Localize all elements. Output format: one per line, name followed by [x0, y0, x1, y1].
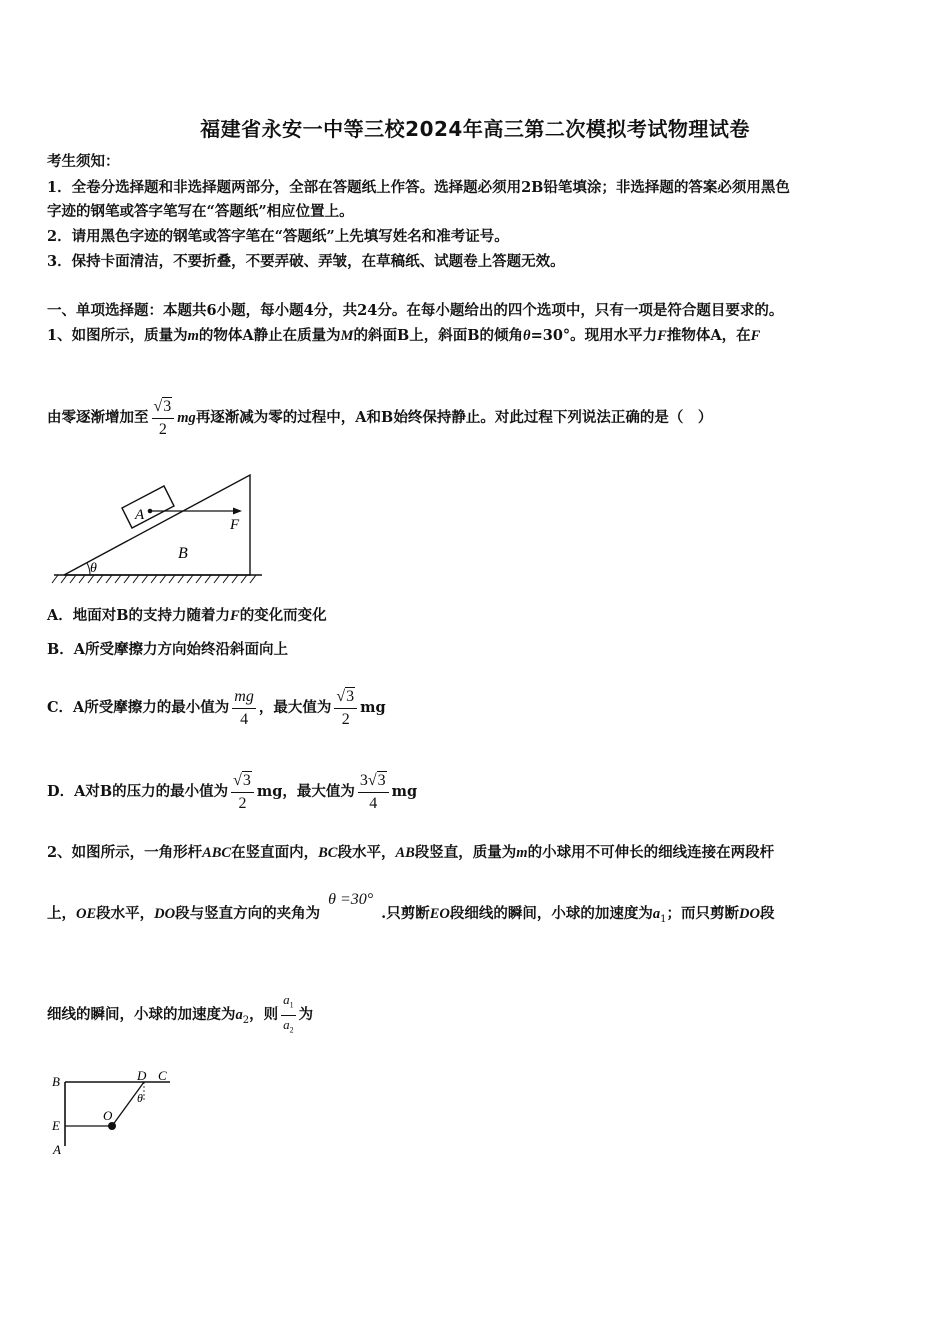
- q1-option-b: B．A所受摩擦力方向始终沿斜面向上: [47, 641, 289, 658]
- q2-label-theta: θ: [137, 1091, 143, 1105]
- q1-option-c-fraction-min: $\frac{mg}{4}$: [234, 687, 254, 728]
- q1-text: 再逐渐减为零的过程中，A和B始终保持静止。对此过程下列说法正确的是（ ）: [195, 409, 713, 426]
- q1-incline-figure: [50, 470, 270, 585]
- q2-label-E: E: [52, 1118, 60, 1133]
- q1-text: 的斜面B上，斜面B的倾角: [353, 327, 524, 344]
- q2-label-C: C: [158, 1068, 167, 1083]
- q2-label-A: A: [53, 1142, 61, 1157]
- q1-var-m: m: [187, 328, 199, 344]
- q1-option-c: C．A所受摩擦力的最小值为 $\frac{mg}{4}$ ，最大值为 $\frac{√3}{2}$ mg: [47, 687, 386, 728]
- q1-text: =30°。现用水平力: [530, 327, 658, 344]
- q2-theta-equation: θ =30°: [328, 891, 374, 908]
- q1-text: 推物体A，在: [666, 327, 751, 344]
- q1-text: 由零逐渐增加至: [47, 409, 149, 426]
- q1-fraction: $\frac{√3}{2}$: [152, 398, 175, 439]
- q1-option-c-fraction-max: $\frac{√3}{2}$: [334, 688, 357, 729]
- q2-rod-figure: [48, 1066, 178, 1158]
- q2-stem-line3: 细线的瞬间，小球的加速度为$a_2$，则 $\frac{a_1}{a_2}$ 为: [47, 985, 313, 1051]
- section-heading: 一、单项选择题：本题共6小题，每小题4分，共24分。在每小题给出的四个选项中，只有一项是符合题目要求的。: [47, 302, 784, 319]
- q1-var-F: F: [750, 328, 761, 344]
- q1-label-theta: θ: [90, 561, 97, 576]
- q1-option-d: D．A对B的压力的最小值为 $\frac{√3}{2}$ mg，最大值为 $\frac{3√3}{4}$ mg: [47, 771, 418, 812]
- q2-fraction: $\frac{a_1}{a_2}$: [283, 991, 294, 1035]
- q1-var-F: F: [657, 328, 667, 344]
- q2-stem-line1: 2、如图所示，一角形杆ABC在竖直面内，BC段水平，AB段竖直，质量为m的小球用不可伸长的细线连接在两段杆: [47, 844, 775, 861]
- notice-heading: 考生须知：: [47, 153, 120, 170]
- q1-var-M: M: [340, 328, 354, 344]
- q1-label-A: A: [135, 507, 145, 523]
- notice-item-1: 1．全卷分选择题和非选择题两部分，全部在答题纸上作答。选择题必须用2B铅笔填涂；非选择题的答案必须用黑色: [47, 179, 790, 196]
- q2-label-O: O: [103, 1108, 113, 1123]
- q1-option-d-fraction-max: $\frac{3√3}{4}$: [358, 772, 389, 813]
- q1-stem-line2: [47, 388, 712, 448]
- q1-text: 1、如图所示，质量为: [47, 327, 188, 344]
- q2-label-D: D: [137, 1068, 147, 1083]
- q1-option-d-fraction-min: $\frac{√3}{2}$: [231, 772, 254, 813]
- notice-item-2: 2．请用黑色字迹的钢笔或答字笔在“答题纸”上先填写姓名和准考证号。: [47, 228, 509, 245]
- q1-var-theta: θ: [523, 328, 531, 344]
- notice-item-3: 3．保持卡面清洁，不要折叠，不要弄破、弄皱，在草稿纸、试题卷上答题无效。: [47, 253, 565, 270]
- q1-stem-line1: [47, 326, 760, 346]
- q2-label-B: B: [52, 1074, 60, 1089]
- q1-text: 的物体A静止在质量为: [198, 327, 341, 344]
- q1-option-a: A．地面对B的支持力随着力F的变化而变化: [47, 607, 327, 624]
- q1-label-B: B: [178, 545, 188, 562]
- q1-label-F: F: [230, 517, 240, 533]
- page-title: 福建省永安一中等三校2024年高三第二次模拟考试物理试卷: [200, 117, 750, 141]
- q2-stem-line2: 上，OE段水平，DO段与竖直方向的夹角为θ =30°.只剪断EO段细线的瞬间，小球的加速度为$a_1$；而只剪断DO段: [47, 900, 774, 934]
- notice-item-1-cont: 字迹的钢笔或答字笔写在“答题纸”相应位置上。: [47, 203, 354, 220]
- q1-var-mg: mg: [177, 410, 196, 426]
